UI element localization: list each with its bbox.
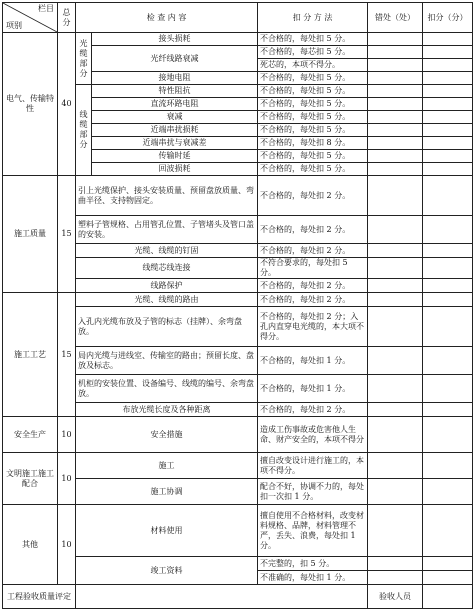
deduct-input[interactable] [423,59,473,72]
deduct-input[interactable] [423,163,473,176]
mistake-input[interactable] [368,307,423,347]
deduct-method: 不合格的，每处扣 2 分。 [258,216,368,244]
deduct-method: 不合格的，每处扣 5 分。 [258,124,368,137]
footer-row [3,585,473,609]
section-score: 10 [58,417,76,453]
section-name: 施工工艺 [3,293,58,417]
mistake-input[interactable] [368,417,423,453]
section-score: 15 [58,176,76,293]
table-row [3,176,473,216]
check-content: 接地电阻 [92,72,258,85]
deduct-input[interactable] [423,111,473,124]
deduct-input[interactable] [423,46,473,59]
deduct-method: 不合格的，每处扣 5 分。 [258,72,368,85]
deduct-input[interactable] [423,571,473,585]
deduct-method: 不合格的，每处扣 2 分。 [258,244,368,258]
section-name: 其他 [3,505,58,585]
mistake-input[interactable] [368,258,423,279]
deduct-method: 造成工伤事故或危害他人生命、财产安全的，本项不得分 [258,417,368,453]
deduct-method: 不合格的，每处扣 1 分。 [258,375,368,403]
mistake-input[interactable] [368,46,423,59]
mistake-input[interactable] [368,505,423,557]
deduct-input[interactable] [423,72,473,85]
inspection-score-table [2,2,473,609]
header-check: 检 查 内 容 [76,3,258,33]
subsection-label: 光缆部分 [76,33,92,85]
mistake-input[interactable] [368,111,423,124]
section-name: 施工质量 [3,176,58,293]
table-row [3,417,473,453]
header-deduct: 扣分（分） [423,3,473,33]
deduct-input[interactable] [423,375,473,403]
subsection-label: 线缆部分 [76,85,92,176]
header-mistake: 错处（处） [368,3,423,33]
check-content: 接头损耗 [92,33,258,46]
evaluation-input[interactable] [76,585,368,609]
check-content: 衰减 [92,111,258,124]
deduct-input[interactable] [423,505,473,557]
mistake-input[interactable] [368,163,423,176]
deduct-method: 擅自改变设计进行施工的，本项不得分。 [258,453,368,479]
deduct-input[interactable] [423,557,473,571]
check-content: 传输时延 [92,150,258,163]
mistake-input[interactable] [368,150,423,163]
check-content: 回波损耗 [92,163,258,176]
section-score: 15 [58,293,76,417]
check-content: 安全措施 [76,417,258,453]
check-content: 光缆、线缆的路由 [76,293,258,307]
deduct-method: 不合格的，每处扣 5 分。 [258,33,368,46]
personnel-input[interactable] [423,585,473,609]
deduct-input[interactable] [423,137,473,150]
table-row [3,505,473,557]
mistake-input[interactable] [368,137,423,150]
check-content: 入孔内光缆布放及子管的标志（挂牌）、余弯盘放。 [76,307,258,347]
check-content: 材料使用 [76,505,258,557]
mistake-input[interactable] [368,453,423,479]
deduct-method: 不合格的，每处扣 2 分。 [258,279,368,293]
table-row [3,453,473,479]
inspection-table-wrapper [2,2,473,609]
mistake-input[interactable] [368,33,423,46]
deduct-method: 不合格的，每处扣 5 分。 [258,85,368,98]
deduct-input[interactable] [423,279,473,293]
mistake-input[interactable] [368,571,423,585]
header-item-bottom: 项别 [6,21,22,30]
evaluation-label: 工程验收质量评定 [3,585,76,609]
check-content: 直流环路电阻 [92,98,258,111]
mistake-input[interactable] [368,347,423,375]
deduct-input[interactable] [423,403,473,417]
check-content: 施工协调 [76,479,258,505]
mistake-input[interactable] [368,98,423,111]
deduct-input[interactable] [423,258,473,279]
deduct-method: 不符合要求的，每处扣 5 分。 [258,258,368,279]
section-score: 40 [58,33,76,176]
table-row [3,33,473,46]
check-content: 光缆、线缆的钉固 [76,244,258,258]
check-content: 特性阻抗 [92,85,258,98]
section-score: 10 [58,505,76,585]
header-total: 总分 [58,3,76,33]
check-content: 塑料子管规格、占用管孔位置、子管堵头及管口盖的安装。 [76,216,258,244]
deduct-method: 不准确的，每处扣 1 分。 [258,571,368,585]
deduct-method: 不合格的，每处扣 1 分。 [258,347,368,375]
deduct-input[interactable] [423,98,473,111]
section-score: 10 [58,453,76,505]
deduct-input[interactable] [423,479,473,505]
check-content: 近端串扰损耗 [92,124,258,137]
deduct-method: 擅自使用不合格材料，改变材料规格、品牌，材料管理不严，丢失、浪费，每处扣 1 分。 [258,505,368,557]
mistake-input[interactable] [368,403,423,417]
check-content: 线路保护 [76,279,258,293]
mistake-input[interactable] [368,375,423,403]
table-row [3,293,473,307]
deduct-input[interactable] [423,124,473,137]
deduct-method: 不合格的，每处扣 5 分。 [258,111,368,124]
check-content: 光纤线路衰减 [92,46,258,72]
mistake-input[interactable] [368,479,423,505]
mistake-input[interactable] [368,557,423,571]
mistake-input[interactable] [368,244,423,258]
deduct-method: 死芯的，本项不得分。 [258,59,368,72]
deduct-method: 不合格的，每处扣 5 分。 [258,163,368,176]
check-content: 引上光缆保护、接头安装质量、预留盘放质量、弯曲半径、支持物固定。 [76,176,258,216]
deduct-input[interactable] [423,85,473,98]
check-content: 竣工资料 [76,557,258,585]
check-content: 近端串扰与衰减差 [92,137,258,150]
deduct-input[interactable] [423,293,473,307]
deduct-method: 配合不好，协调不力的，每处扣一次扣 1 分。 [258,479,368,505]
header-row [3,3,473,33]
header-item-cell [3,3,58,33]
deduct-input[interactable] [423,453,473,479]
deduct-input[interactable] [423,216,473,244]
deduct-input[interactable] [423,176,473,216]
section-name: 文明施工施工配合 [3,453,58,505]
mistake-input[interactable] [368,216,423,244]
personnel-label: 验收人员 [368,585,423,609]
deduct-input[interactable] [423,33,473,46]
mistake-input[interactable] [368,279,423,293]
check-content: 机柜的安装位置、设备编号、线缆的编号、余弯盘放。 [76,375,258,403]
deduct-method: 不合格的，每处扣 2 分。 [258,293,368,307]
deduct-input[interactable] [423,150,473,163]
deduct-method: 不合格的，每处扣 8 分。 [258,137,368,150]
deduct-input[interactable] [423,347,473,375]
check-content: 布放光缆长度及各种距离 [76,403,258,417]
deduct-method: 不合格的，每处扣 2 分。 [258,176,368,216]
deduct-input[interactable] [423,244,473,258]
mistake-input[interactable] [368,85,423,98]
deduct-method: 不合格的，每处扣 5 分。 [258,150,368,163]
section-name: 安全生产 [3,417,58,453]
header-method: 扣 分 方 法 [258,3,368,33]
deduct-method: 不合格的，每处扣 2 分。 [258,403,368,417]
deduct-method: 不合格的，每芯扣 5 分。 [258,46,368,59]
deduct-method: 不合格的，每处扣 2 分；入孔内直穿电光缆的，本大项不得分。 [258,307,368,347]
deduct-input[interactable] [423,307,473,347]
mistake-input[interactable] [368,293,423,307]
section-name: 电气、传输特性 [3,33,58,176]
deduct-method: 不合格的，每处扣 5 分。 [258,98,368,111]
deduct-method: 不完整的，扣 5 分。 [258,557,368,571]
check-content: 线缆芯线连接 [76,258,258,279]
mistake-input[interactable] [368,176,423,216]
deduct-input[interactable] [423,417,473,453]
mistake-input[interactable] [368,72,423,85]
check-content: 施工 [76,453,258,479]
mistake-input[interactable] [368,59,423,72]
check-content: 局内光缆与进线室、传输室的路由；预留长度、盘放及标志。 [76,347,258,375]
header-item-top: 栏目 [38,4,54,13]
mistake-input[interactable] [368,124,423,137]
